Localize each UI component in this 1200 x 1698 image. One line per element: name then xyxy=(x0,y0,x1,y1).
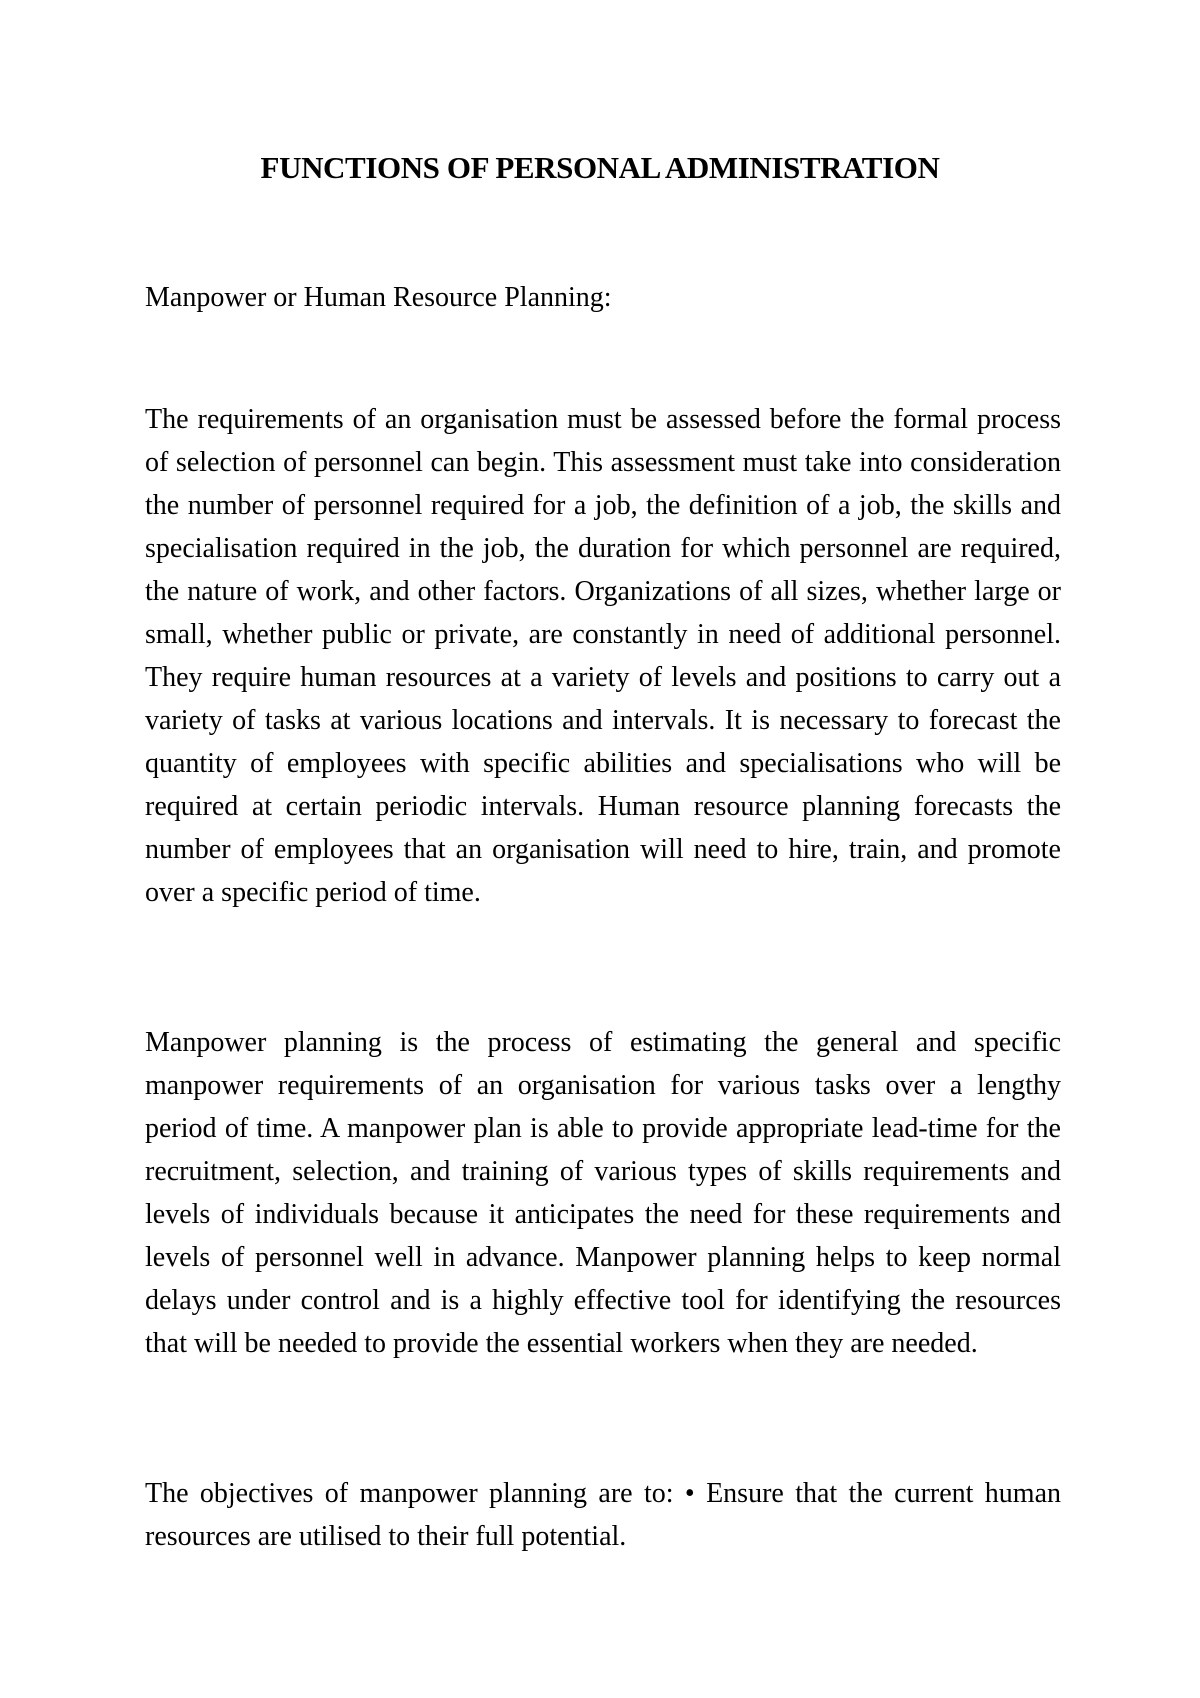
section-heading: Manpower or Human Resource Planning: xyxy=(145,282,612,313)
paragraph-requirements: The requirements of an organisation must be assessed before the formal process of selection of personnel can begin. This assessment must take into consideration the number of personnel required for a job, the definition of a job, the skills and specialisation required in the job, the duration for which personnel are required, the nature of work, and other factors. Organizations of all sizes, whether large or small, whether public or private, are constantly in need of additional personnel. They require human resources at a variety of levels and positions to carry out a variety of tasks at various locations and intervals. It is necessary to forecast the quantity of employees with specific abilities and specialisations who will be required at certain periodic intervals. Human resource planning forecasts the number of employees that an organisation will need to hire, train, and promote over a specific period of time. xyxy=(145,404,1061,908)
paragraph-objectives: The objectives of manpower planning are to: • Ensure that the current human resources are utilised to their full potential. xyxy=(145,1478,1061,1552)
paragraph-manpower-planning: Manpower planning is the process of estimating the general and specific manpower requirements of an organisation for various tasks over a lengthy period of time. A manpower plan is able to provide appropriate lead-time for the recruitment, selection, and training of various types of skills requirements and levels of individuals because it anticipates the need for these requirements and levels of personnel well in advance. Manpower planning helps to keep normal delays under control and is a highly effective tool for identifying the resources that will be needed to provide the essential workers when they are needed. xyxy=(145,1027,1061,1359)
document-title: FUNCTIONS OF PERSONAL ADMINISTRATION xyxy=(260,150,940,185)
